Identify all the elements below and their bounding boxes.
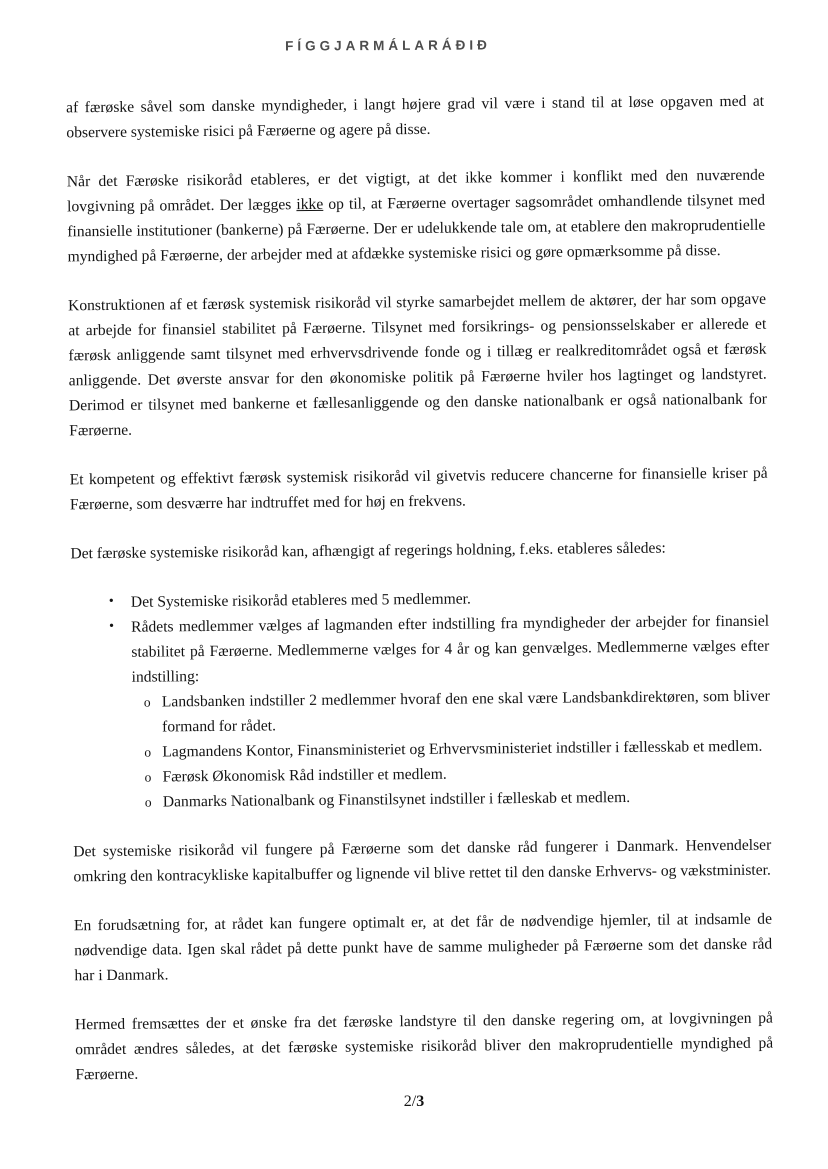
paragraph-legislation-text-before: Når det Færøske risikoråd etableres, er det vigtigt, at det ikke kommer i konflikt med den nuværende lovgivning på området. Der lægges <box>66 166 765 216</box>
list-item-text: Det Systemiske risikoråd etableres med 5 medlemmer. <box>130 590 471 611</box>
page-number-total: 3 <box>416 1093 425 1110</box>
paragraph-competence: Et kompetent og effektivt færøsk systemisk risikoråd vil givetvis reducere chancerne for finansielle kriser på Færøerne, som desværre har indtruffet med for høj en frekvens. <box>69 464 768 514</box>
sub-list-item-text: Landsbanken indstiller 2 medlemmer hvoraf den ene skal være Landsbankdirektøren, som bliver formand for rådet. <box>161 687 770 736</box>
sub-bullet-marker: o <box>144 744 152 760</box>
ministry-letterhead-title: FÍGGJARMÁLARÁÐIÐ <box>285 37 491 54</box>
paragraph-list-lead-in: Det færøske systemiske risikoråd kan, afhængigt af regerings holdning, f.eks. etableres således: <box>70 539 666 563</box>
list-item <box>71 609 771 816</box>
paragraph-closing-request: Hermed fremsættes der et ønske fra det færøske landstyre til den danske regering om, at lovgivningen på området ændres således, at det færøske systemiske risikoråd bliver den makroprudentielle myndighed på Færøerne. <box>74 1009 774 1084</box>
sub-list-item <box>133 784 771 815</box>
sub-bullet-marker: o <box>144 794 152 810</box>
paragraph-intro: af færøske såvel som danske myndigheder, i langt højere grad vil være i stand til at løse opgaven med at observere systemiske risici på Færøerne og agere på disse. <box>66 92 765 142</box>
bullet-list <box>71 584 771 816</box>
bullet-marker: • <box>108 593 114 609</box>
paragraph-prerequisite: En forudsætning for, at rådet kan fungere optimalt er, at det får de nødvendige hjemler, til at indsamle de nødvendige data. Igen skal rådet på dette punkt have de samme muligheder på Færøerne som det danske råd har i Danmark. <box>73 910 773 985</box>
underlined-word: ikke <box>296 195 324 214</box>
list-item-text: Rådets medlemmer vælges af lagmanden efter indstilling fra myndigheder der arbejder for finansiel stabilitet på Færøerne. Medlemmerne vælges for 4 år og kan genvælges. Medlemmerne vælges efter indstilling: <box>131 612 770 686</box>
sub-list-item-text: Færøsk Økonomisk Råd indstiller et medlem. <box>162 765 447 786</box>
page-number <box>0 1093 828 1111</box>
paragraph-legislation-text-after: op til, at Færøerne overtager sagsområdet omhandlende tilsynet med finansielle institutioner (bankerne) på Færøerne. Der er udelukkende tale om, at etablere den makroprudentielle myndighed på Færøerne, der arbejder med at afdække systemiske risici og gøre opmærksomme på disse. <box>67 191 766 266</box>
document-body <box>66 89 774 1112</box>
sub-list-item <box>132 684 770 740</box>
bullet-marker: • <box>109 618 115 634</box>
paragraph-construction: Konstruktionen af et færøsk systemisk risikoråd vil styrke samarbejdet mellem de aktører, der har som opgave at arbejde for finansiel stabilitet på Færøerne. Tilsynet med forsikrings- og pensionsselskaber er allerede et færøsk anliggende samt tilsynet med erhvervsdrivende fonde og i tillæg er realkreditområdet også et færøsk anliggende. Det øverste ansvar for den økonomiske politik på Færøerne hviler hos lagtinget og landstyret. Derimod er tilsynet med bankerne et fællesanliggende og den danske nationalbank er også nationalbank for Færøerne. <box>67 290 768 440</box>
paragraph-function: Det systemiske risikoråd vil fungere på Færøerne som det danske råd fungerer i Danmark. Henvendelser omkring den kontracykliske kapitalbuffer og lignende vil blive rettet til den danske Erhvervs- og vækstminister. <box>73 836 772 886</box>
paragraph-legislation <box>67 163 766 270</box>
sub-bullet-marker: o <box>144 769 152 785</box>
sub-bullet-marker: o <box>143 694 151 710</box>
sub-bullet-list <box>132 684 771 815</box>
sub-list-item-text: Lagmandens Kontor, Finansministeriet og Erhvervsministeriet indstiller i fællesskab et medlem. <box>162 737 763 761</box>
sub-list-item-text: Danmarks Nationalbank og Finanstilsynet indstiller i fælleskab et medlem. <box>162 788 631 811</box>
page-number-current: 2/ <box>403 1093 417 1110</box>
